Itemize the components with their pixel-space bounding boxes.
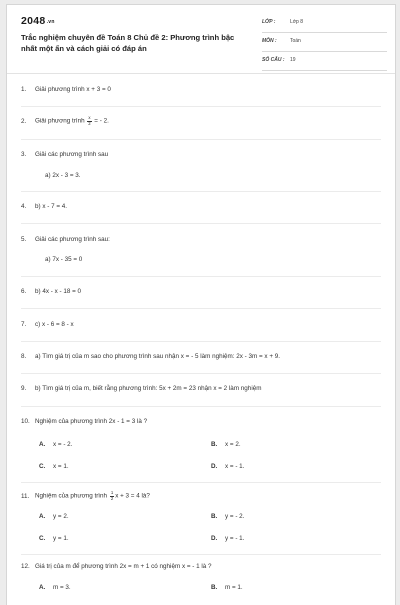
question-number: 10. [21, 418, 30, 425]
divider [21, 139, 381, 140]
logo-suffix: .vn [46, 19, 55, 25]
meta-question-count [262, 57, 387, 71]
question-text: a) Tìm giá trị của m sao cho phương trình sau nhận x = - 5 làm nghiệm: 2x - 3m = x + 9. [35, 353, 281, 360]
fraction-denominator: 2 [110, 495, 114, 501]
answer-option-c[interactable] [39, 463, 69, 470]
divider [21, 341, 381, 342]
option-value: m = 1. [225, 584, 243, 591]
question-4 [21, 203, 67, 210]
question-12 [21, 563, 212, 570]
question-text-end: = - 2. [92, 117, 109, 125]
question-text: Nghiệm của phương trình 2x - 1 = 3 là ? [35, 418, 148, 425]
option-value: x = - 1. [225, 463, 245, 470]
question-7 [21, 321, 74, 328]
meta-value: 19 [290, 57, 296, 63]
option-label: B. [211, 513, 218, 520]
question-text: b) Tìm giá trị của m, biết rằng phương trình: 5x + 2m = 23 nhận x = 2 làm nghiệm [35, 385, 262, 392]
option-value: y = 1. [53, 535, 69, 542]
document-page [6, 4, 396, 605]
divider [21, 223, 381, 224]
divider [21, 406, 381, 407]
question-8 [21, 353, 280, 360]
divider [21, 191, 381, 192]
question-text: b) 4x - x - 18 = 0 [35, 288, 82, 295]
question-number: 4. [21, 203, 27, 210]
meta-label: SỐ CÂU : [262, 57, 285, 63]
answer-option-a[interactable] [39, 513, 69, 520]
question-text: Giá trị của m để phương trình 2x = m + 1 có nghiệm x = - 1 là ? [35, 563, 212, 570]
option-label: A. [39, 513, 46, 520]
option-label: C. [39, 463, 46, 470]
quiz-meta [262, 19, 387, 76]
answer-option-a[interactable] [39, 584, 71, 591]
question-text: Nghiệm của phương trình [35, 492, 109, 500]
fraction-numerator: x [88, 115, 91, 120]
answer-option-c[interactable] [39, 535, 69, 542]
option-label: D. [211, 535, 218, 542]
divider [21, 373, 381, 374]
question-number: 1. [21, 86, 27, 93]
meta-label: LỚP : [262, 19, 276, 25]
meta-class [262, 19, 387, 33]
question-3 [21, 151, 108, 158]
question-number: 5. [21, 236, 27, 243]
question-5 [21, 236, 110, 243]
option-value: y = 2. [53, 513, 69, 520]
divider [21, 308, 381, 309]
fraction [87, 116, 91, 126]
question-number: 12. [21, 563, 30, 570]
option-label: A. [39, 441, 46, 448]
option-label: C. [39, 535, 46, 542]
option-label: A. [39, 584, 46, 591]
option-value: x = 2. [225, 441, 241, 448]
fraction-numerator: 1 [110, 490, 114, 495]
document-header [7, 5, 395, 74]
answer-option-b[interactable] [211, 441, 241, 448]
answer-option-d[interactable] [211, 463, 244, 470]
option-value: m = 3. [53, 584, 71, 591]
meta-value: Toán [290, 38, 301, 44]
divider [21, 106, 381, 107]
question-text: c) x - 6 = 8 - x [35, 321, 74, 328]
question-10 [21, 418, 147, 425]
question-number: 8. [21, 353, 27, 360]
site-logo[interactable] [21, 15, 55, 27]
question-5-part: a) 7x - 35 = 0 [45, 256, 83, 263]
option-label: D. [211, 463, 218, 470]
question-number: 3. [21, 151, 27, 158]
answer-option-b[interactable] [211, 513, 244, 520]
option-label: B. [211, 441, 218, 448]
divider [21, 276, 381, 277]
question-number: 11. [21, 492, 30, 500]
question-text: Giải phương trình x + 3 = 0 [35, 86, 111, 93]
question-6 [21, 288, 81, 295]
option-value: x = 1. [53, 463, 69, 470]
question-number: 7. [21, 321, 27, 328]
question-text: b) x - 7 = 4. [35, 203, 68, 210]
answer-option-a[interactable] [39, 441, 72, 448]
question-2 [21, 116, 109, 126]
meta-label: MÔN : [262, 38, 277, 44]
question-number: 2. [21, 117, 27, 125]
option-value: y = - 2. [225, 513, 245, 520]
meta-value: Lớp 8 [290, 19, 304, 25]
answer-option-d[interactable] [211, 535, 244, 542]
question-text: Giải phương trình [35, 117, 87, 125]
fraction [110, 491, 114, 501]
question-number: 6. [21, 288, 27, 295]
question-text: Giải các phương trình sau [35, 151, 109, 158]
question-9 [21, 385, 261, 392]
question-text: Giải các phương trình sau: [35, 236, 110, 243]
option-value: y = - 1. [225, 535, 245, 542]
option-label: B. [211, 584, 218, 591]
question-3-part: a) 2x - 3 = 3. [45, 172, 81, 179]
answer-option-b[interactable] [211, 584, 243, 591]
question-number: 9. [21, 385, 27, 392]
question-text-end: x + 3 = 4 là? [115, 492, 150, 500]
divider [21, 554, 381, 555]
logo-text: 2048 [21, 15, 46, 27]
option-value: x = - 2. [53, 441, 73, 448]
meta-subject [262, 38, 387, 52]
question-1 [21, 86, 111, 93]
quiz-title: Trắc nghiệm chuyên đề Toán 8 Chủ đề 2: Phương trình bậc nhất một ẩn và cách giải có đáp án [21, 33, 235, 53]
fraction-denominator: 2 [88, 120, 91, 126]
question-11 [21, 491, 150, 501]
divider [21, 482, 381, 483]
